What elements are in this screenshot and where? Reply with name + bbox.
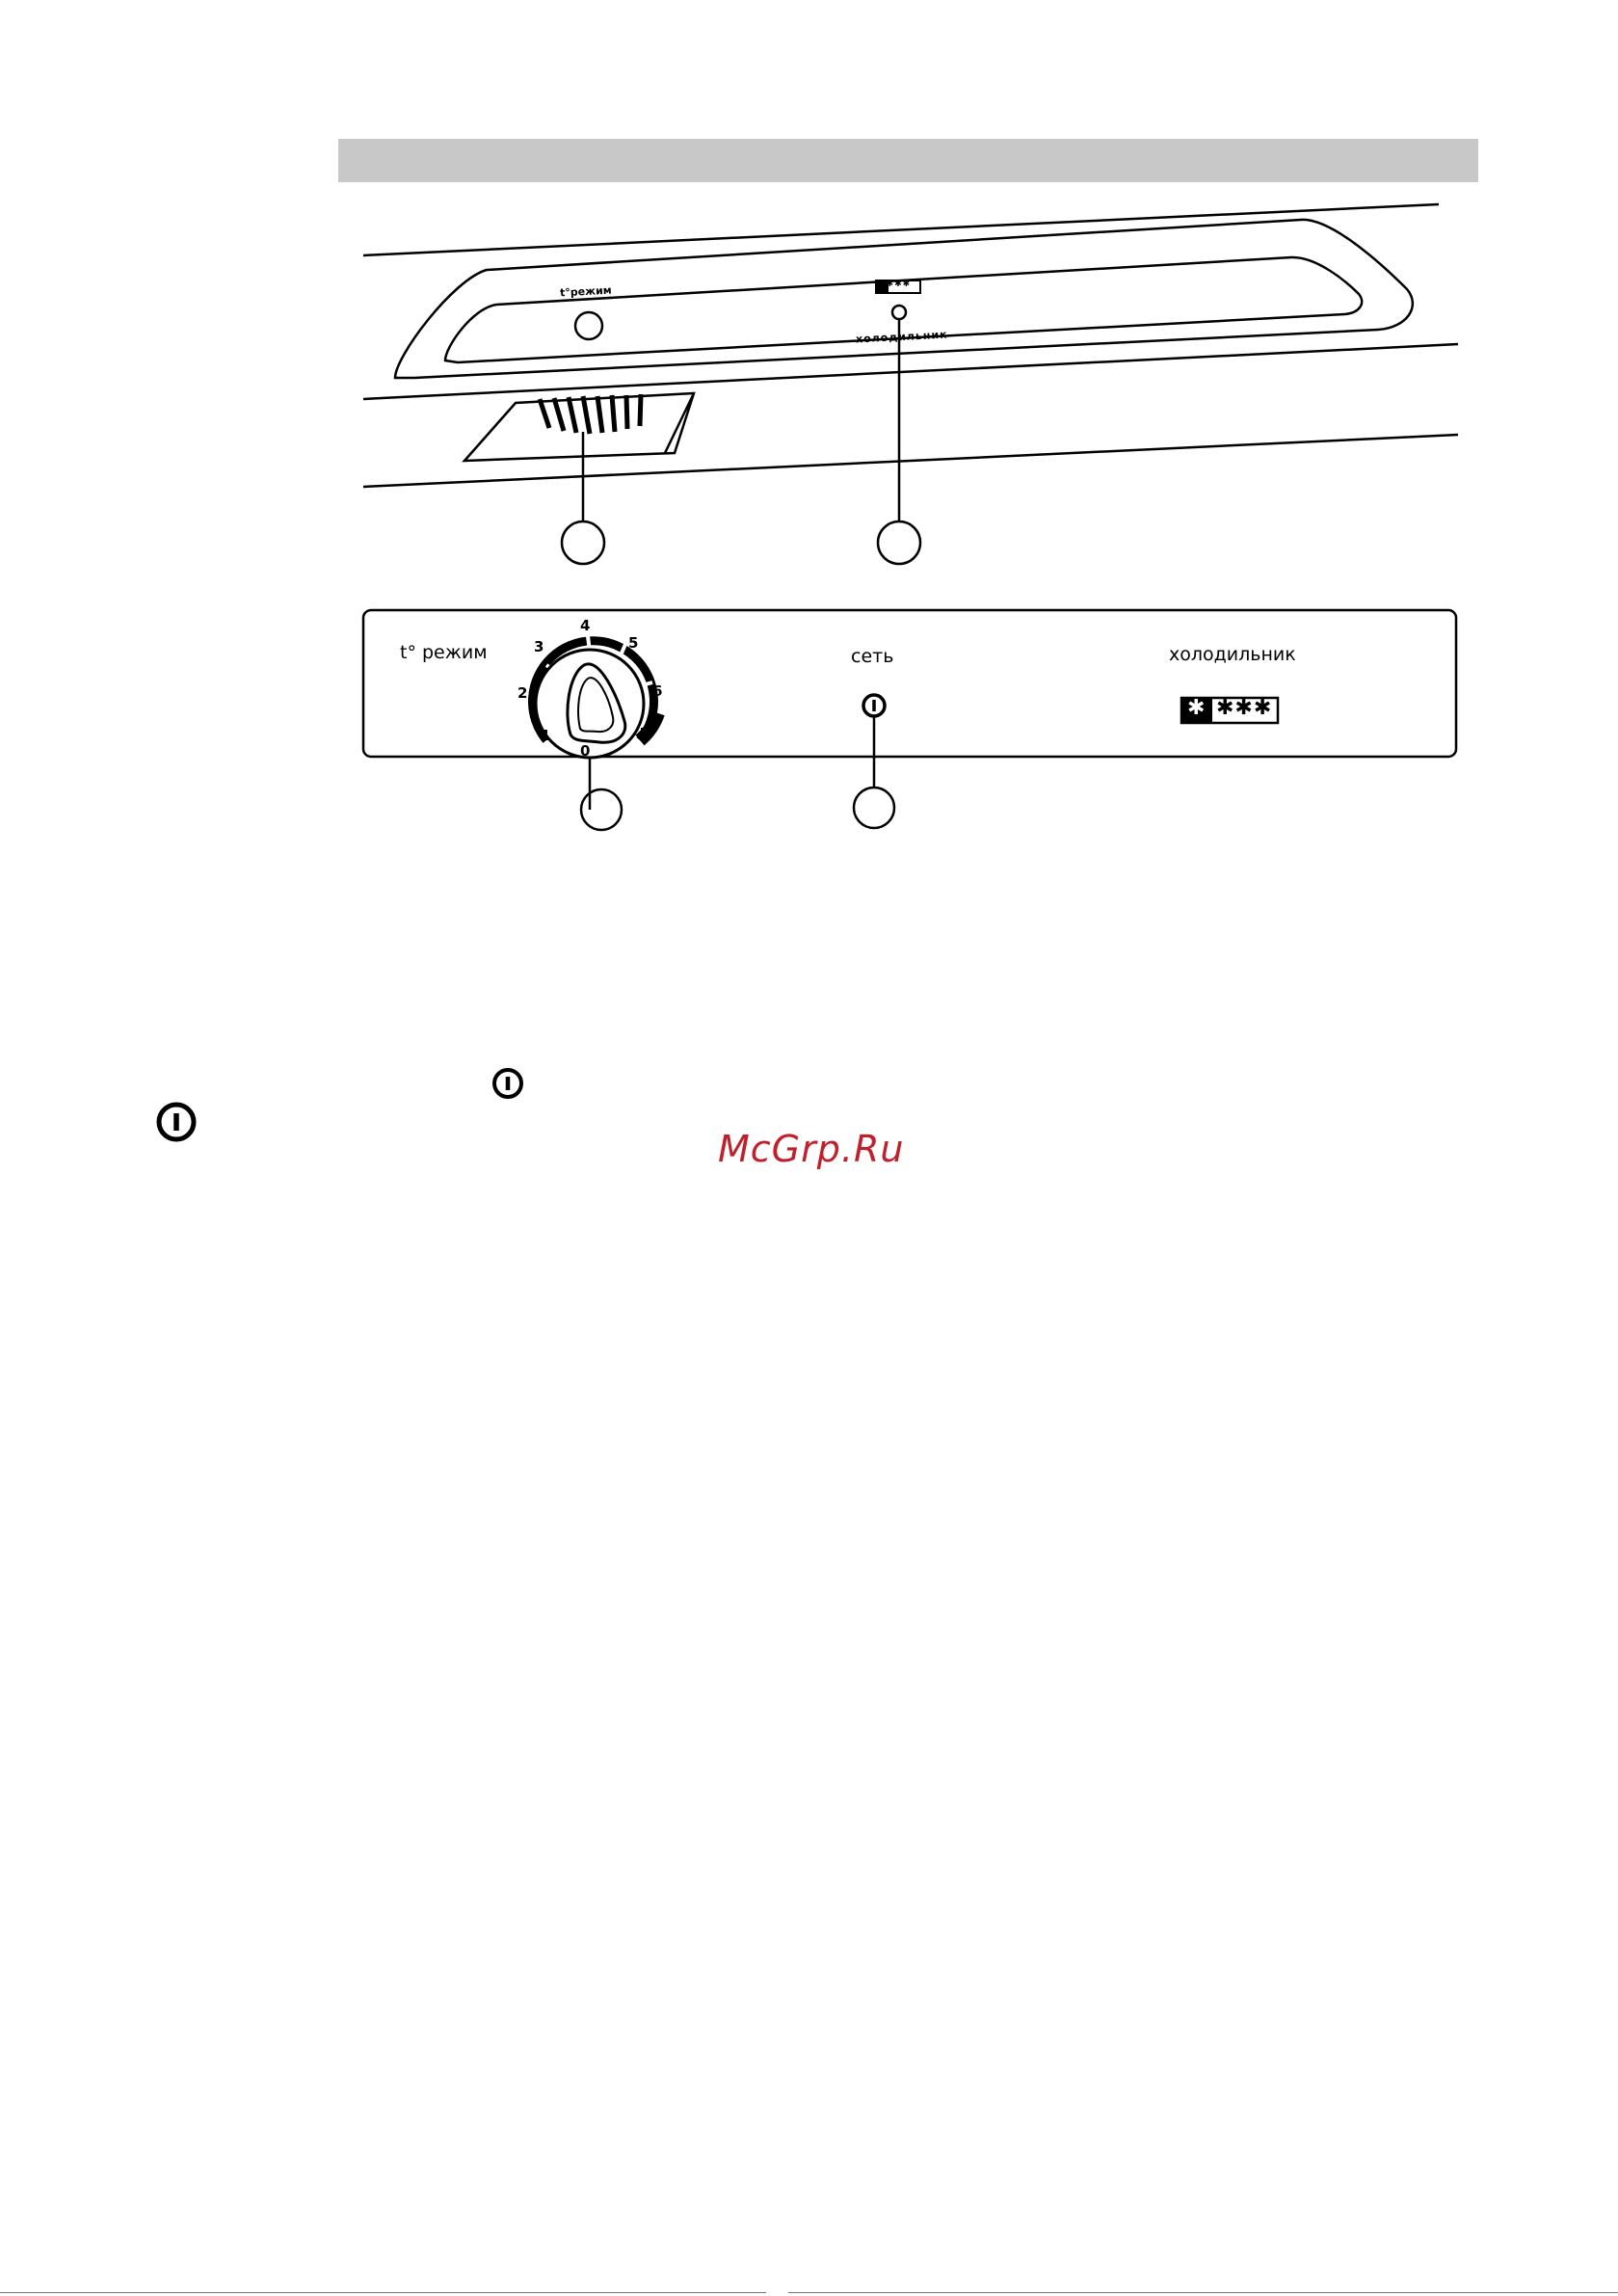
dial-number-6: 6	[652, 682, 663, 700]
dial-number-4: 4	[580, 617, 591, 634]
star-box-rest: ✱✱✱	[1216, 696, 1273, 720]
footer-rule	[0, 2292, 766, 2293]
watermark: McGrp.Ru	[718, 1128, 905, 1170]
dial-number-7: 7	[640, 725, 650, 742]
panel-frame	[363, 610, 1456, 757]
power-indicator-icon	[854, 695, 894, 828]
dial-number-2: 2	[517, 684, 528, 702]
top-panel-mode-label: t°режим	[559, 283, 613, 300]
dial-number-3: 3	[534, 638, 544, 655]
top-stars-badge: ✱✱✱✱	[878, 280, 912, 289]
star-box-first: ✱	[1187, 696, 1206, 720]
power-indicator-icon	[159, 1105, 194, 1139]
footer-rule-right	[788, 2292, 1618, 2293]
power-indicator-icon	[494, 1070, 521, 1097]
mode-label: t° режим	[400, 642, 488, 663]
top-panel-fridge-label: холодильник	[855, 328, 948, 346]
dial-number-0: 0	[580, 742, 591, 760]
fridge-label: холодильник	[1169, 644, 1296, 665]
dial-number-5: 5	[628, 634, 639, 652]
network-label: сеть	[851, 646, 894, 667]
dial-number-1: 1	[541, 727, 551, 744]
